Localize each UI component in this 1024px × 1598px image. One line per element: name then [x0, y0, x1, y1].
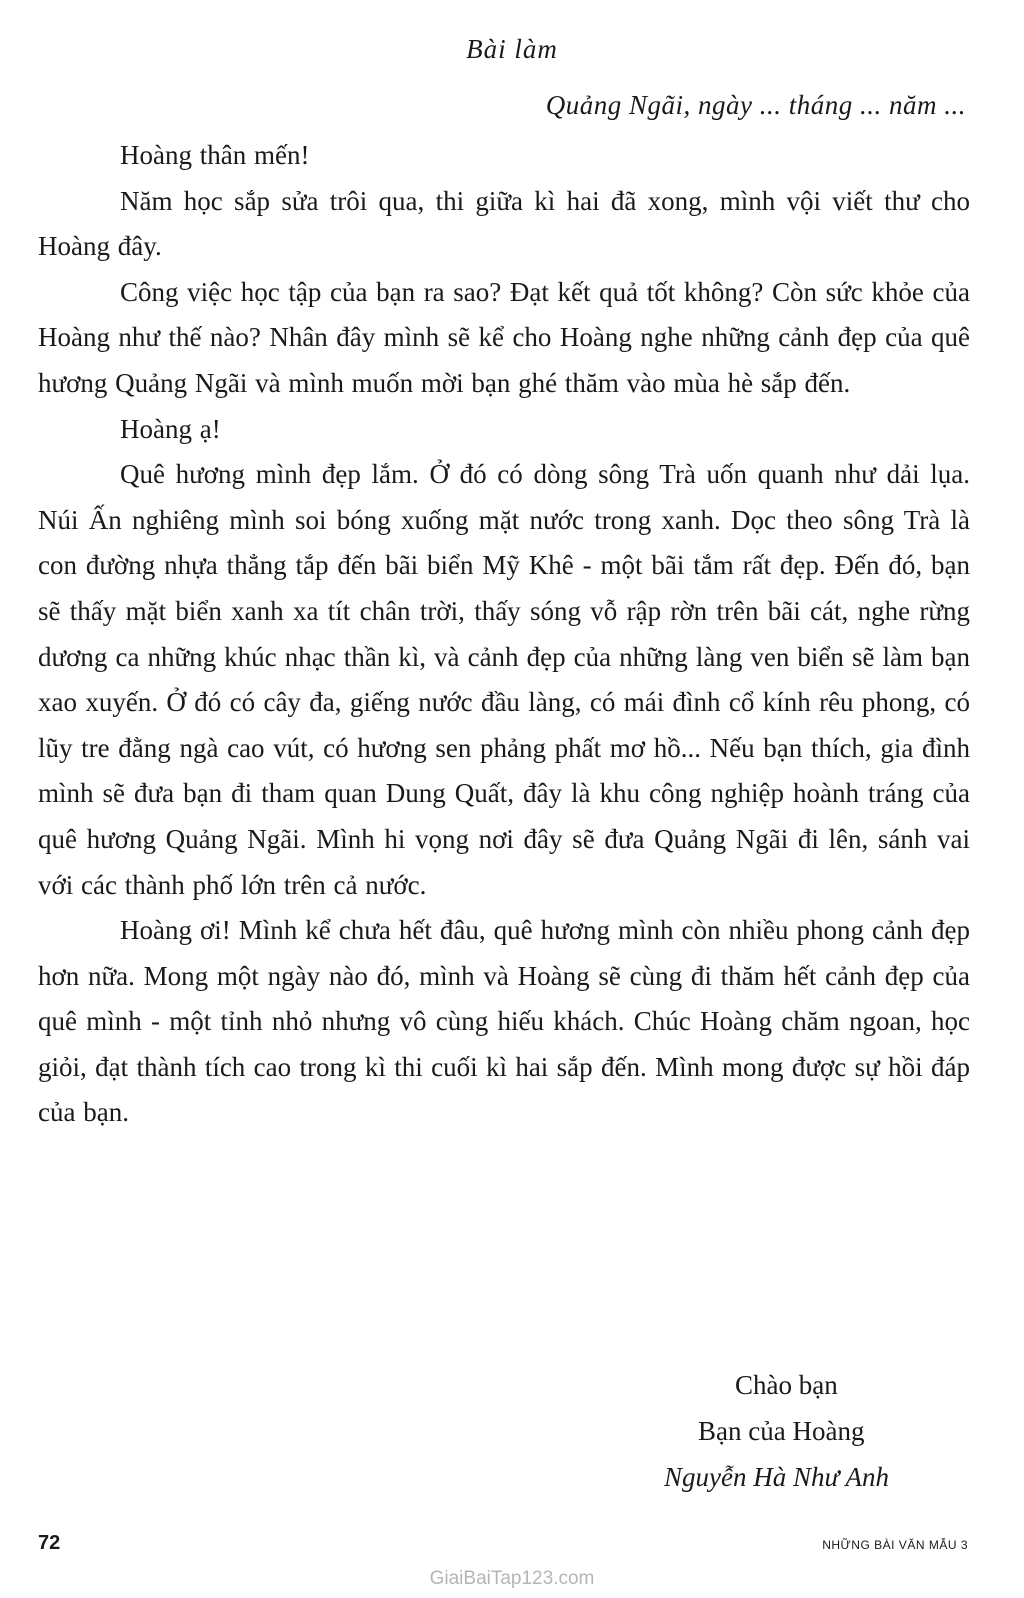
book-title: NHỮNG BÀI VĂN MẪU 3: [822, 1538, 968, 1552]
closing-greeting: Chào bạn: [735, 1370, 838, 1400]
paragraph: Hoàng ơi! Mình kể chưa hết đâu, quê hương mình còn nhiều phong cảnh đẹp hơn nữa. Mong một ngày nào đó, mình và Hoàng sẽ cùng đi thăm hết cảnh đẹp của quê mình - một tỉnh nhỏ nhưng vô cùng hiếu khách. Chúc Hoàng chăm ngoan, học giỏi, đạt thành tích cao trong kì thi cuối kì hai sắp đến. Mình mong được sự hồi đáp của bạn.: [38, 915, 970, 1128]
paragraph: Hoàng ạ!: [120, 413, 221, 444]
closing-relation: Bạn của Hoàng: [698, 1416, 865, 1446]
dateline: Quảng Ngãi, ngày ... tháng ... năm ...: [545, 90, 966, 120]
paragraph: Năm học sắp sửa trôi qua, thi giữa kì hai đã xong, mình vội viết thư cho Hoàng đây.: [38, 185, 970, 262]
paragraph-salutation: Hoàng thân mến!: [120, 140, 310, 170]
document-heading: Bài làm: [466, 34, 558, 64]
signature-name: Nguyễn Hà Như Anh: [664, 1462, 889, 1492]
paragraph: Công việc học tập của bạn ra sao? Đạt kết quả tốt không? Còn sức khỏe của Hoàng như thế nào? Nhân đây mình sẽ kể cho Hoàng nghe những cảnh đẹp của quê hương Quảng Ngãi và mình muốn mời bạn ghé thăm vào mùa hè sắp đến.: [38, 276, 970, 398]
paragraph: Quê hương mình đẹp lắm. Ở đó có dòng sông Trà uốn quanh như dải lụa. Núi Ấn nghiêng mình soi bóng xuống mặt nước trong xanh. Dọc theo sông Trà là con đường nhựa thẳng tắp đến bãi biển Mỹ Khê - một bãi tắm rất đẹp. Đến đó, bạn sẽ thấy mặt biển xanh xa tít chân trời, thấy sóng vỗ rập rờn trên bãi cát, nghe rừng dương ca những khúc nhạc thần kì, và cảnh đẹp của những làng ven biển sẽ làm bạn xao xuyến. Ở đó có cây đa, giếng nước đầu làng, có mái đình cổ kính rêu phong, có lũy tre đằng ngà cao vút, có hương sen phảng phất mơ hồ... Nếu bạn thích, gia đình mình sẽ đưa bạn đi tham quan Dung Quất, đây là khu công nghiệp hoành tráng của quê hương Quảng Ngãi. Mình hi vọng nơi đây sẽ đưa Quảng Ngãi đi lên, sánh vai với các thành phố lớn trên cả nước.: [38, 459, 970, 900]
page-number: 72: [38, 1532, 61, 1554]
watermark: GiaiBaiTap123.com: [429, 1568, 595, 1589]
letter-body: [38, 133, 970, 1136]
